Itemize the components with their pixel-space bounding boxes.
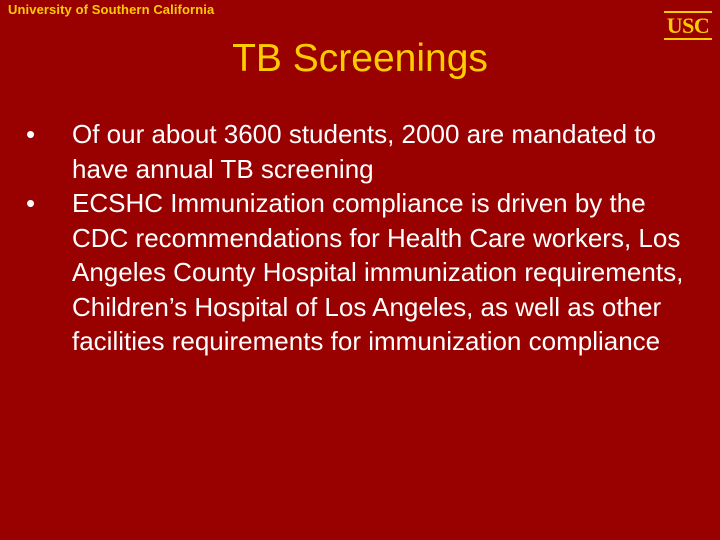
- logo-text: USC: [666, 13, 710, 38]
- bullet-item: [26, 186, 696, 359]
- bullet-text: ECSHC Immunization compliance is driven by the CDC recommendations for Health Care workers, Los Angeles County Hospital immunization requirements, Children’s Hospital of Los Angeles, as well as other facilities requirements for immunization compliance: [72, 188, 684, 356]
- bullet-text: Of our about 3600 students, 2000 are mandated to have annual TB screening: [72, 119, 656, 184]
- bullet-list: [26, 117, 696, 359]
- bullet-item: [26, 117, 696, 186]
- slide-title: TB Screenings: [232, 37, 488, 80]
- university-wordmark: University of Southern California: [8, 2, 215, 17]
- bullet-dot-icon: •: [26, 119, 36, 149]
- bullet-dot-icon: •: [26, 188, 36, 218]
